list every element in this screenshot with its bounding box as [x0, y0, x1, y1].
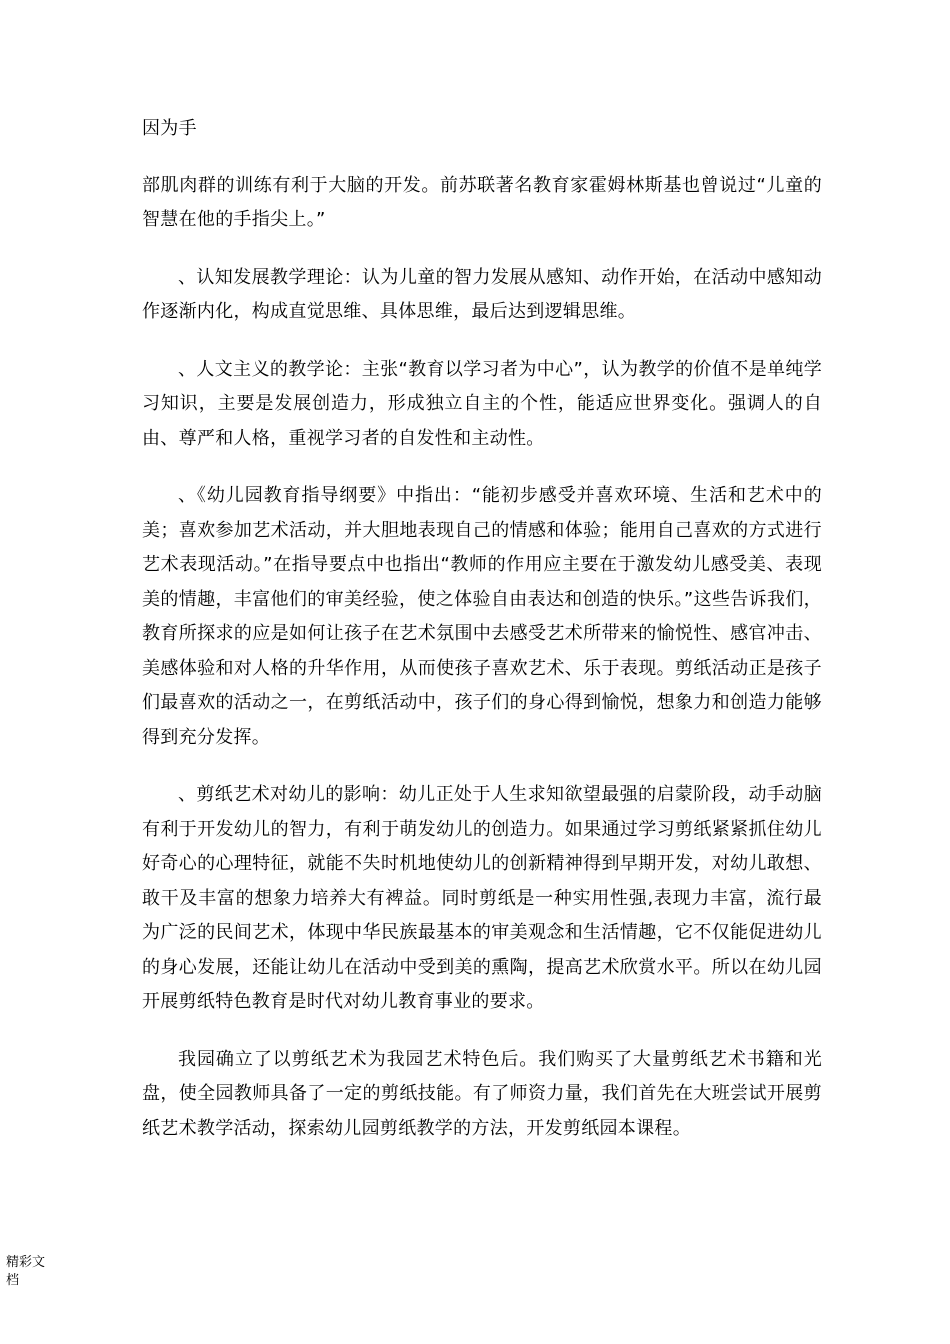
document-body: [142, 112, 822, 1146]
paragraph: 、人文主义的教学论：主张“教育以学习者为中心”，认为教学的价值不是单纯学习知识，主要是发展创造力，形成独立自主的个性，能适应世界变化。强调人的自由、尊严和人格，重视学习者的自发性和主动性。: [142, 358, 822, 449]
paragraph: 、《幼儿园教育指导纲要》中指出：“能初步感受并喜欢环境、生活和艺术中的美；喜欢参加艺术活动，并大胆地表现自己的情感和体验；能用自己喜欢的方式进行艺术表现活动。”在指导要点中也指出“教师的作用应主要在于激发幼儿感受美、表现美的情趣，丰富他们的审美经验，使之体验自由表达和创造的快乐。”这些告诉我们，教育所探求的应是如何让孩子在艺术氛围中去感受艺术所带来的愉悦性、感官冲击、美感体验和对人格的升华作用，从而使孩子喜欢艺术、乐于表现。剪纸活动正是孩子们最喜欢的活动之一，在剪纸活动中，孩子们的身心得到愉悦，想象力和创造力能够得到充分发挥。: [142, 485, 822, 748]
paragraph: 、剪纸艺术对幼儿的影响：幼儿正处于人生求知欲望最强的启蒙阶段，动手动脑有利于开发幼儿的智力，有利于萌发幼儿的创造力。如果通过学习剪纸紧紧抓住幼儿好奇心的心理特征，就能不失时机地使幼儿的创新精神得到早期开发，对幼儿敢想、敢干及丰富的想象力培养大有裨益。同时剪纸是一种实用性强,表现力丰富，流行最为广泛的民间艺术，体现中华民族最基本的审美观念和生活情趣，它不仅能促进幼儿的身心发展，还能让幼儿在活动中受到美的熏陶，提高艺术欣赏水平。所以在幼儿园开展剪纸特色教育是时代对幼儿教育事业的要求。: [142, 784, 822, 1012]
paragraph: 我园确立了以剪纸艺术为我园艺术特色后。我们购买了大量剪纸艺术书籍和光盘，使全园教师具备了一定的剪纸技能。有了师资力量，我们首先在大班尝试开展剪纸艺术教学活动，探索幼儿园剪纸教学的方法，开发剪纸园本课程。: [142, 1048, 822, 1139]
paragraph: 、认知发展教学理论：认为儿童的智力发展从感知、动作开始，在活动中感知动作逐渐内化，构成直觉思维、具体思维，最后达到逻辑思维。: [142, 266, 822, 322]
paragraph: 因为手: [142, 118, 197, 139]
page-footer: 精彩文档: [6, 1255, 46, 1288]
paragraph: 部肌肉群的训练有利于大脑的开发。前苏联著名教育家霍姆林斯基也曾说过“儿童的智慧在他的手指尖上。”: [142, 174, 822, 230]
